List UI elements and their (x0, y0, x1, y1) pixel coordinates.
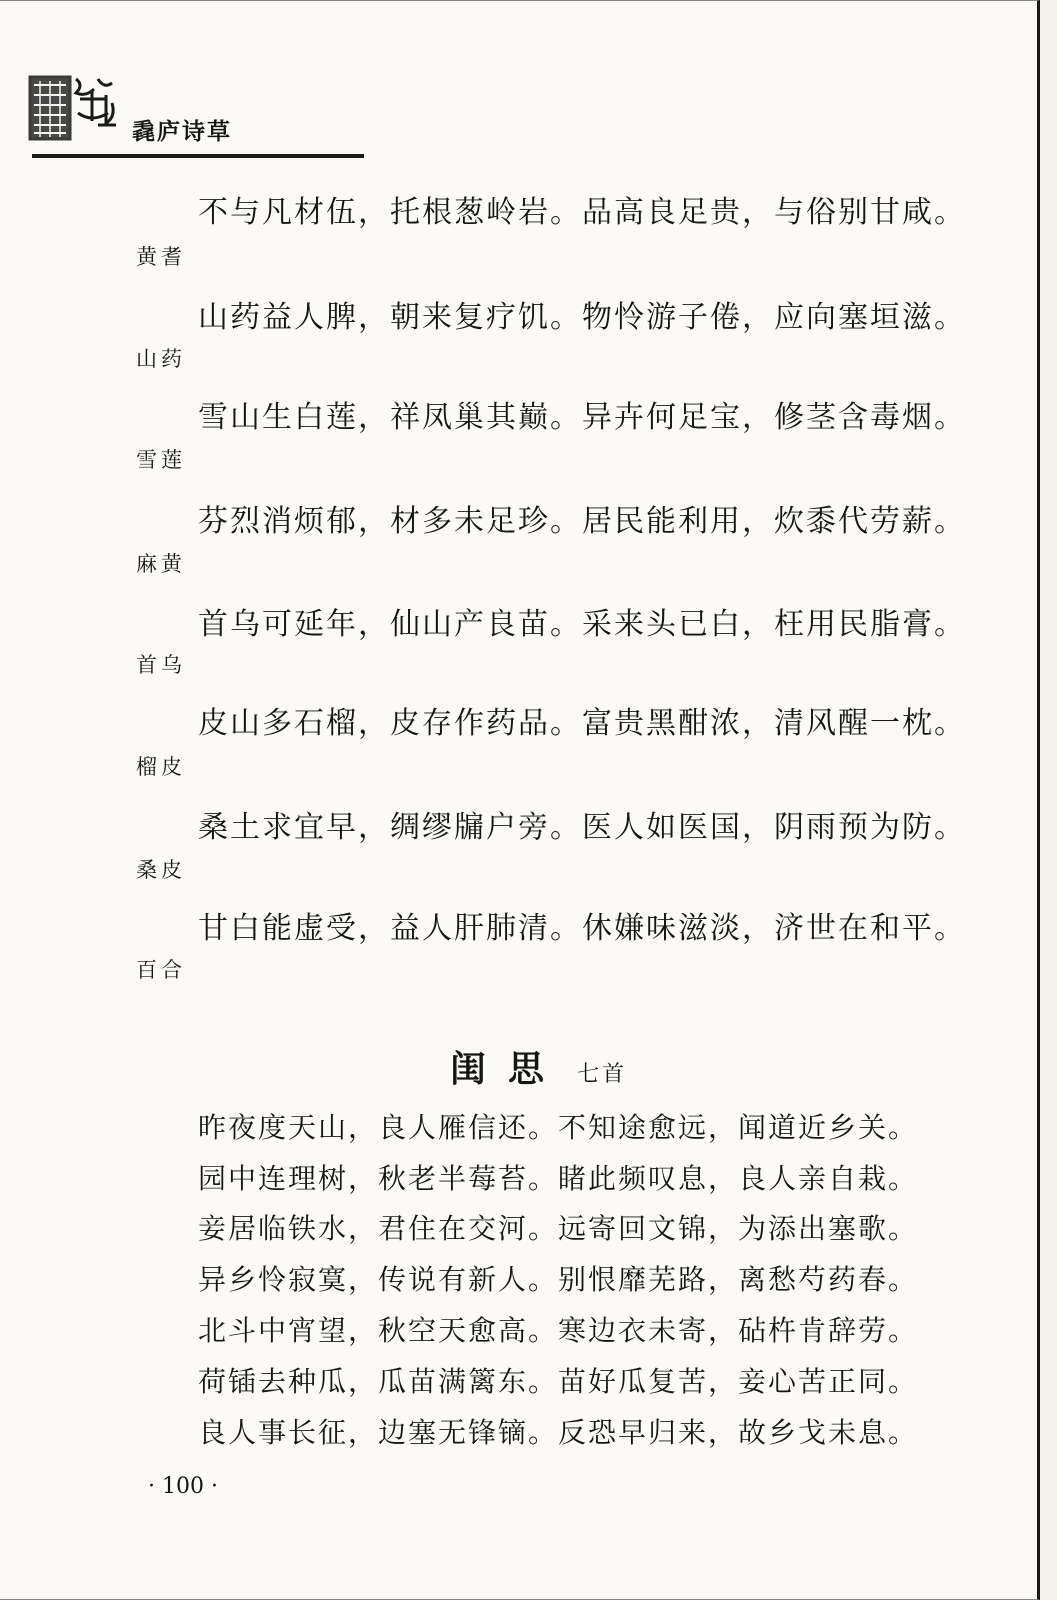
herb-verse: 山药益人脾，朝来复疗饥。物怜游子倦，应向塞垣滋。 (198, 300, 966, 335)
herb-verse: 不与凡材伍，托根葱岭岩。品高良足贵，与俗别甘咸。 (198, 195, 966, 230)
herb-name: 桑皮 (136, 858, 186, 882)
herb-name: 首乌 (136, 653, 186, 677)
herb-verse: 雪山生白莲，祥凤巢其巅。异卉何足宝，修茎含毒烟。 (198, 400, 966, 435)
herb-name: 山药 (136, 347, 186, 371)
poem-line: 园中连理树，秋老半莓苔。睹此频叹息，良人亲自栽。 (198, 1162, 919, 1195)
seal-stamp-icon (28, 73, 120, 143)
poem-line: 北斗中宵望，秋空天愈高。寒边衣未寄，砧杵肯辞劳。 (198, 1314, 919, 1347)
running-book-title: 毳庐诗草 (132, 119, 232, 145)
herb-verse: 桑土求宜早，绸缪牖户旁。医人如医国，阴雨预为防。 (198, 810, 966, 845)
herb-name: 麻黄 (136, 552, 186, 576)
section-subtitle: 七首 (577, 1062, 628, 1087)
herb-name: 榴皮 (136, 755, 186, 779)
herb-verse: 首乌可延年，仙山产良苗。采来头已白，枉用民脂膏。 (198, 607, 966, 642)
herb-name: 雪莲 (136, 448, 186, 472)
poem-line: 荷锸去种瓜，瓜苗满篱东。苗好瓜复苦，妾心苦正同。 (198, 1365, 919, 1398)
section-title: 闺思 (450, 1049, 567, 1090)
page-number: · 100 · (148, 1474, 218, 1499)
poem-line: 妾居临铁水，君住在交河。远寄回文锦，为添出塞歌。 (198, 1212, 919, 1245)
herb-verse: 芬烈消烦郁，材多未足珍。居民能利用，炊黍代劳薪。 (198, 504, 966, 539)
header-rule (32, 154, 364, 158)
herb-verse: 皮山多石榴，皮存作药品。富贵黑酣浓，清风醒一枕。 (198, 706, 966, 741)
herb-name: 黄耆 (136, 245, 186, 269)
section-heading (450, 1041, 627, 1092)
poem-line: 异乡怜寂寞，传说有新人。别恨靡芜路，离愁芍药春。 (198, 1263, 919, 1296)
poem-line: 昨夜度天山，良人雁信还。不知途愈远，闻道近乡关。 (198, 1111, 919, 1144)
herb-verse: 甘白能虚受，益人肝肺清。休嫌味滋淡，济世在和平。 (198, 911, 966, 946)
poem-line: 良人事长征，边塞无锋镝。反恐早归来，故乡戈未息。 (198, 1416, 919, 1449)
herb-name: 百合 (136, 958, 186, 982)
